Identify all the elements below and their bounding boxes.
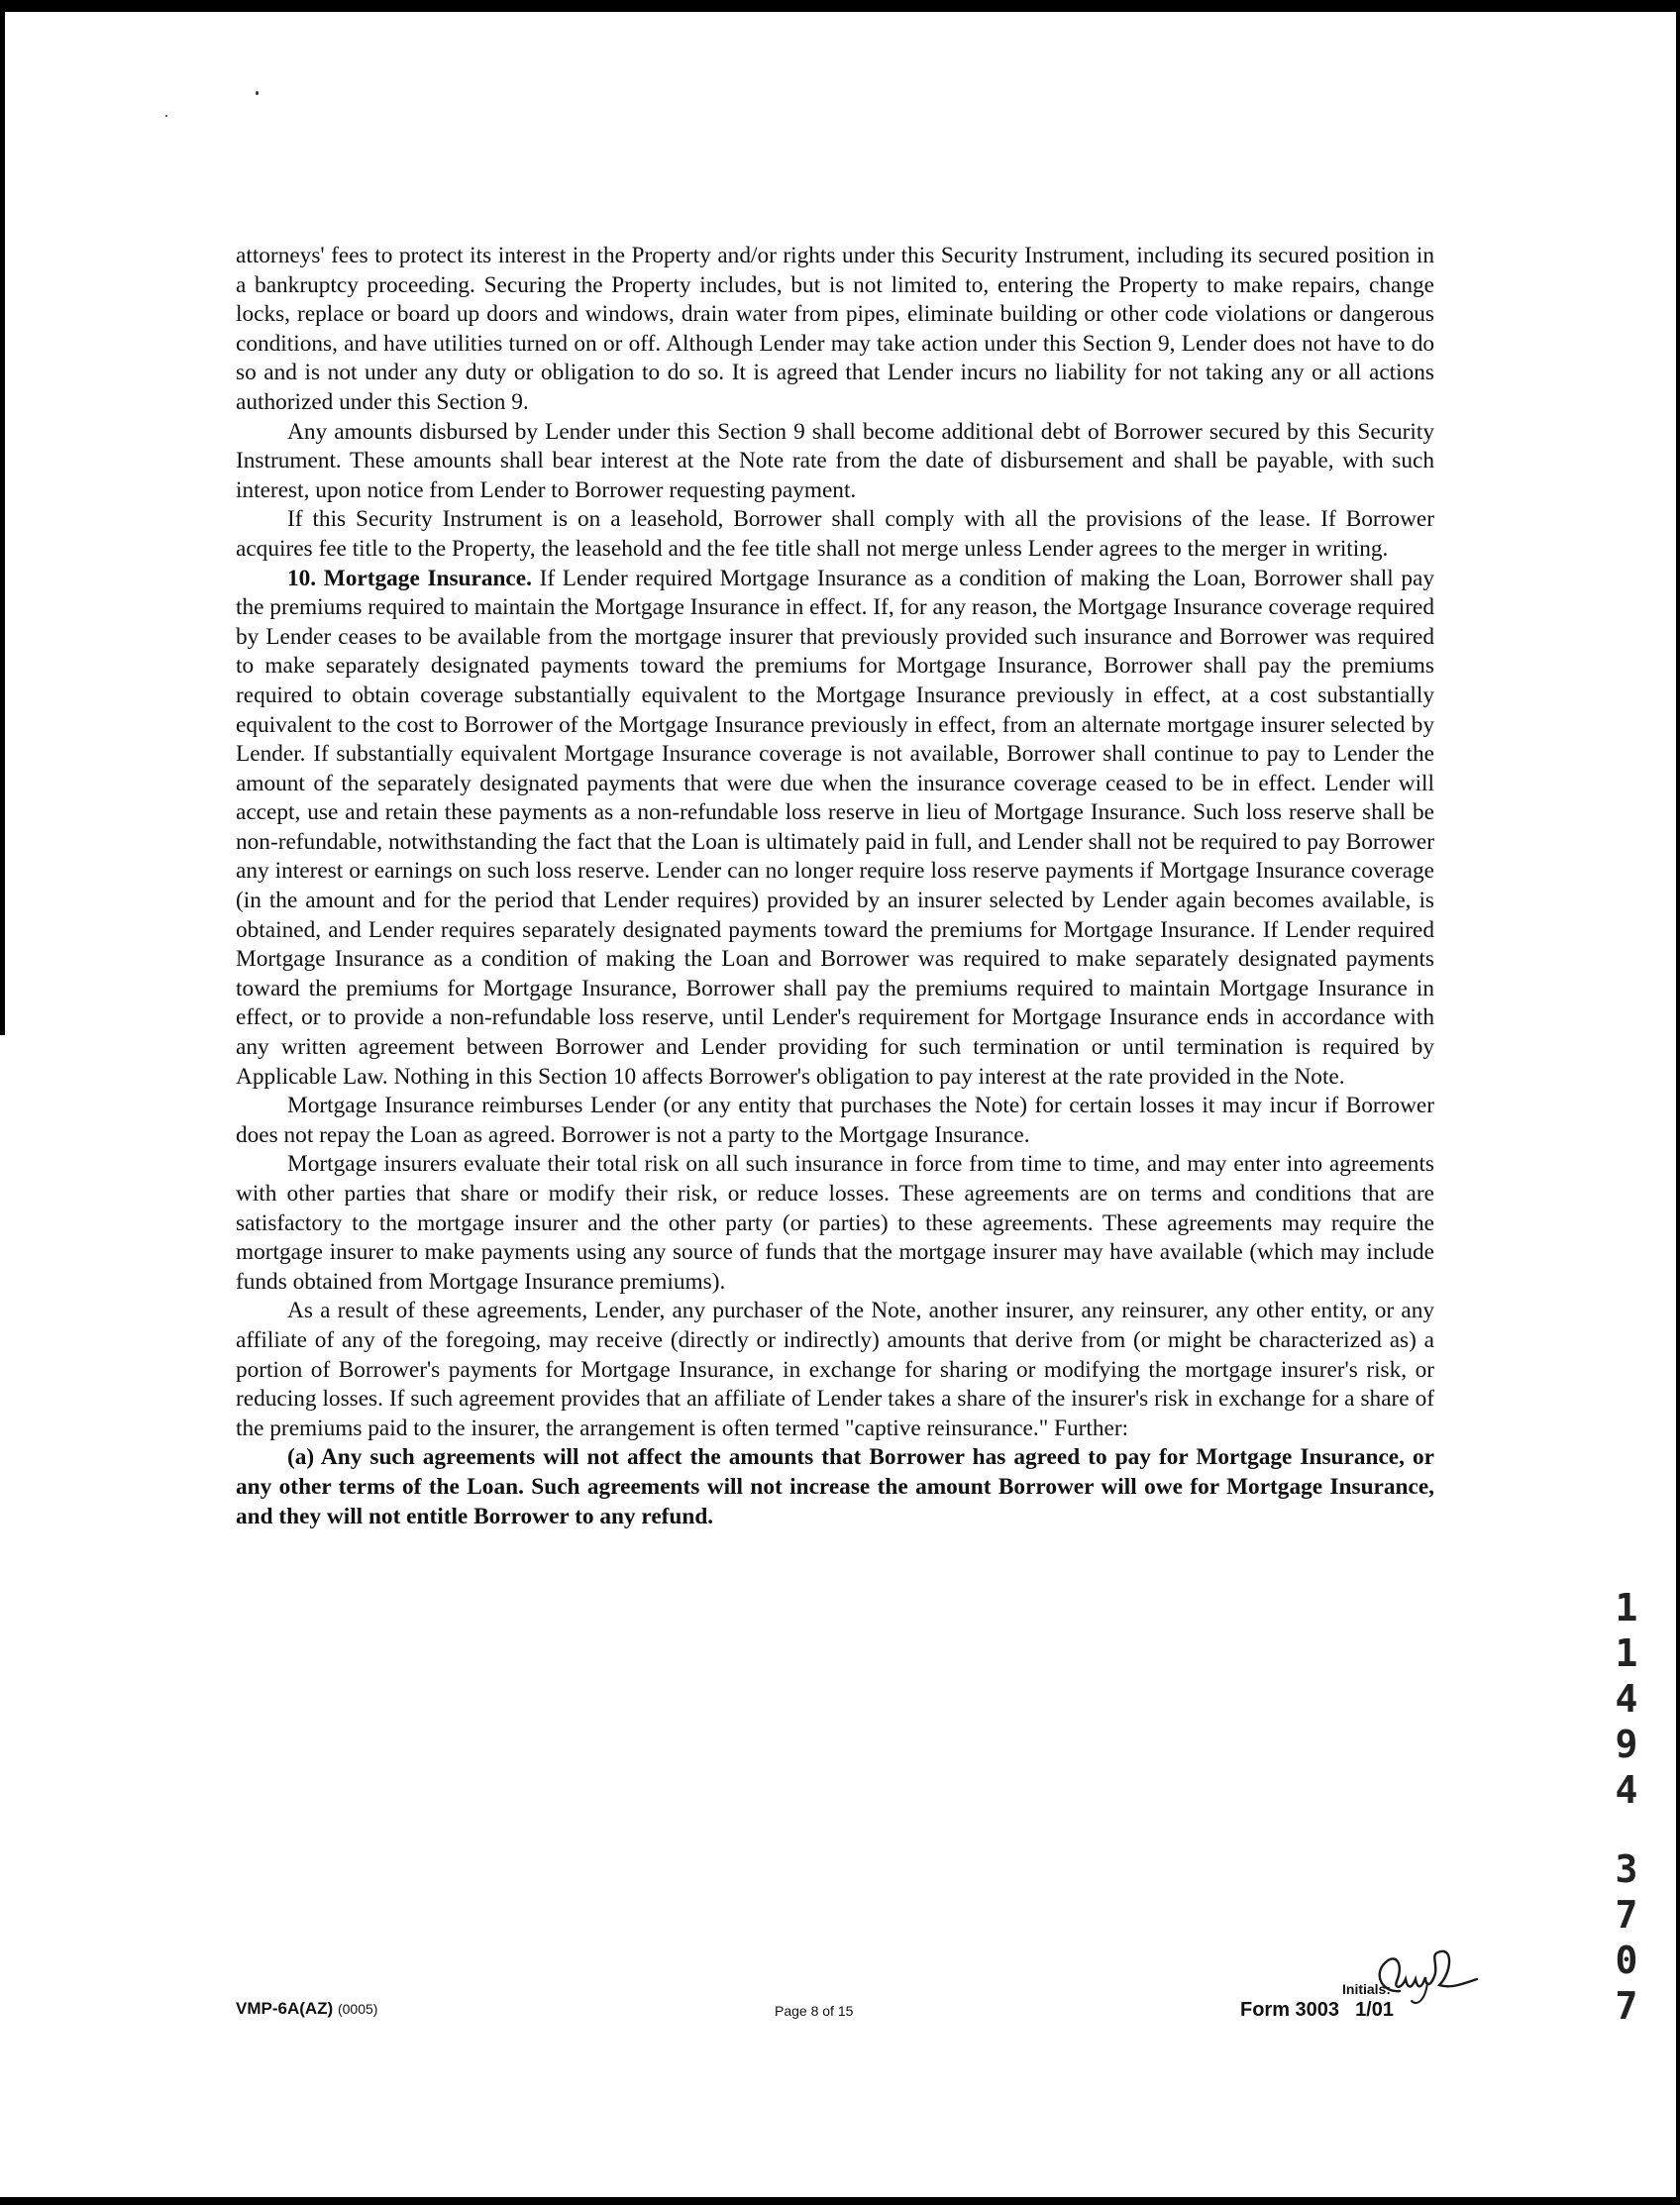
stamp-digit: 7 <box>1615 1893 1638 1937</box>
document-id-stamp <box>1607 1585 1646 2029</box>
footer-form-code <box>236 1999 377 2019</box>
section-10-text: If Lender required Mortgage Insurance as a condition of making the Loan, Borrower shall pay the premiums required to maintain the Mortgage Insurance in effect. If, for any reason, the Mortgage Insurance coverage required by Lender ceases to be available from the mortgage insurer that previously provided such insurance and Borrower was required to make separately designated payments toward the premiums for Mortgage Insurance, Borrower shall pay the premiums required to obtain coverage substantially equivalent to the Mortgage Insurance previously in effect, at a cost substantially equivalent to the cost to Borrower of the Mortgage Insurance previously in effect, from an alternate mortgage insurer selected by Lender. If substantially equivalent Mortgage Insurance coverage is not available, Borrower shall continue to pay to Lender the amount of the separately designated payments that were due when the insurance coverage ceased to be in effect. Lender will accept, use and retain these payments as a non-refundable loss reserve in lieu of Mortgage Insurance. Such loss reserve shall be non-refundable, notwithstanding the fact that the Loan is ultimately paid in full, and Lender shall not be required to pay Borrower any interest or earnings on such loss reserve. Lender can no longer require loss reserve payments if Mortgage Insurance coverage (in the amount and for the period that Lender requires) provided by an insurer selected by Lender again becomes available, is obtained, and Lender requires separately designated payments toward the premiums for Mortgage Insurance. If Lender required Mortgage Insurance as a condition of making the Loan and Borrower was required to make separately designated payments toward the premiums for Mortgage Insurance, Borrower shall pay the premiums required to maintain Mortgage Insurance in effect, or to provide a non-refundable loss reserve, until Lender's requirement for Mortgage Insurance ends in accordance with any written agreement between Borrower and Lender providing for such termination or until termination is required by Applicable Law. Nothing in this Section 10 affects Borrower's obligation to pay interest at the rate provided in the Note. <box>236 565 1434 1090</box>
scan-border-bottom <box>0 2197 1680 2205</box>
paragraph-insurer-risk: Mortgage insurers evaluate their total risk on all such insurance in force from time to time, and may enter into agreements with other parties that share or modify their risk, or reduce losses. These agreements are on terms and conditions that are satisfactory to the mortgage insurer and the other party (or parties) to these agreements. These agreements may require the mortgage insurer to make payments using any source of funds that the mortgage insurer may have available (which may include funds obtained from Mortgage Insurance premiums). <box>236 1151 1434 1295</box>
paragraph-section-10 <box>236 565 1434 1093</box>
form-number: Form 3003 <box>1240 1999 1340 2021</box>
stamp-digit: 7 <box>1615 1984 1638 2028</box>
initials-label: Initials: <box>1342 1981 1392 1997</box>
form-code: VMP-6A(AZ) <box>236 1999 334 2018</box>
stamp-digit: 0 <box>1615 1939 1638 1982</box>
stamp-digit: 4 <box>1615 1677 1638 1721</box>
paragraph-leasehold: If this Security Instrument is on a leasehold, Borrower shall comply with all the provisions of the lease. If Borrower acquires fee title to the Property, the leasehold and the fee title shall not merge unless Lender agrees to the merger in writing. <box>236 506 1434 562</box>
form-code-suffix: (0005) <box>337 2001 378 2017</box>
page-number: Page 8 of 15 <box>775 2003 854 2019</box>
stamp-digit: 4 <box>1615 1768 1638 1812</box>
paragraph-disbursed-amounts: Any amounts disbursed by Lender under this Section 9 shall become additional debt of Borrower secured by this Security Instrument. These amounts shall bear interest at the Note rate from the date of disbursement and shall be payable, with such interest, upon notice from Lender to Borrower requesting payment. <box>236 418 1434 503</box>
paragraph-clause-a: (a) Any such agreements will not affect the amounts that Borrower has agreed to pay for Mortgage Insurance, or any other terms of the Loan. Such agreements will not increase the amount Borrower will owe for Mortgage Insurance, and they will not entitle Borrower to any refund. <box>236 1444 1434 1529</box>
scan-border-top <box>0 0 1680 12</box>
scan-speck <box>165 115 167 117</box>
scan-speck <box>256 91 259 95</box>
scan-border-left <box>0 0 5 1035</box>
scan-border-right <box>1676 0 1680 2205</box>
stamp-digit: 3 <box>1615 1847 1638 1891</box>
document-body <box>236 242 1434 1531</box>
stamp-digit: 1 <box>1615 1631 1638 1675</box>
paragraph-reimbursement: Mortgage Insurance reimburses Lender (or any entity that purchases the Note) for certain losses it may incur if Borrower does not repay the Loan as agreed. Borrower is not a party to the Mortgage Insurance. <box>236 1093 1434 1148</box>
form-revision: 1/01 <box>1355 1999 1394 2021</box>
stamp-digit: 9 <box>1615 1723 1638 1766</box>
section-10-heading: 10. Mortgage Insurance. <box>287 565 532 591</box>
footer-form-number <box>1240 1999 1394 2022</box>
stamp-digit: 1 <box>1615 1586 1638 1629</box>
paragraph-captive-reinsurance: As a result of these agreements, Lender, any purchaser of the Note, another insurer, any reinsurer, any other entity, or any affiliate of any of the foregoing, may receive (directly or indirectly) amounts that derive from (or might be characterized as) a portion of Borrower's payments for Mortgage Insurance, in exchange for sharing or modifying the mortgage insurer's risk, or reducing losses. If such agreement provides that an affiliate of Lender takes a share of the insurer's risk in exchange for a share of the premiums paid to the insurer, the arrangement is often termed "captive reinsurance." Further: <box>236 1298 1434 1441</box>
paragraph-section-9-continued: attorneys' fees to protect its interest in the Property and/or rights under this Security Instrument, including its secured position in a bankruptcy proceeding. Securing the Property includes, but is not limited to, entering the Property to make repairs, change locks, replace or board up doors and windows, drain water from pipes, eliminate building or other code violations or dangerous conditions, and have utilities turned on or off. Although Lender may take action under this Section 9, Lender does not have to do so and is not under any duty or obligation to do so. It is agreed that Lender incurs no liability for not taking any or all actions authorized under this Section 9. <box>236 243 1434 415</box>
